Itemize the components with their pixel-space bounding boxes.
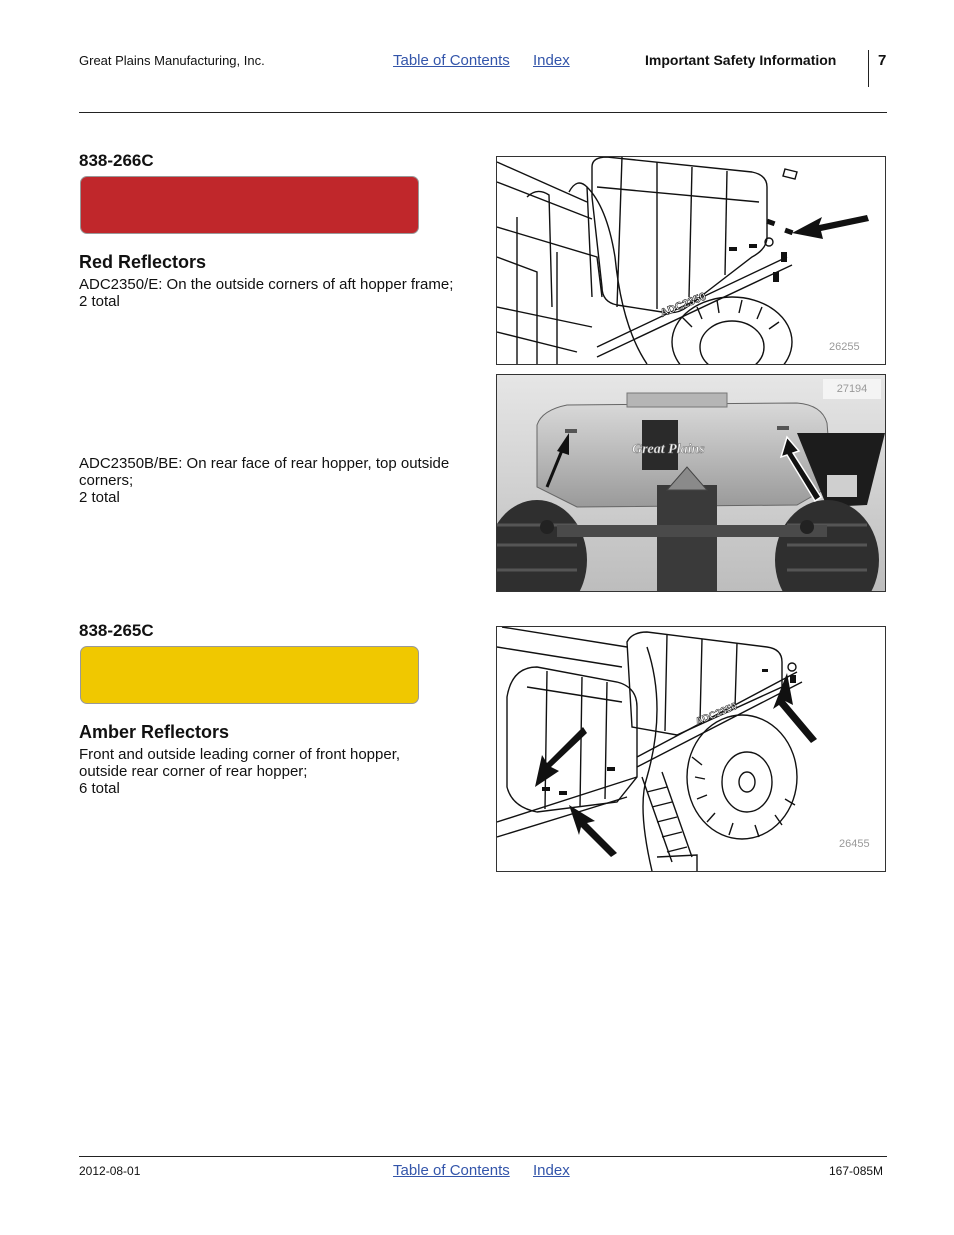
red-reflectors-heading: Red Reflectors: [79, 252, 207, 272]
fig3-number: 26455: [839, 838, 870, 850]
fig3-decal-text: ADC2350: [694, 701, 739, 728]
header-divider: [868, 50, 869, 87]
red-desc2-line1: ADC2350B/BE: On rear face of rear hopper, top outside: [79, 455, 450, 472]
aft-hopper-drawing: [497, 157, 885, 364]
fig1-number: 26255: [829, 341, 860, 353]
amber-reflectors-heading: Amber Reflectors: [79, 722, 230, 742]
red-part-number: 838-266C: [79, 151, 154, 170]
red-description-1: [79, 276, 474, 310]
red-reflector-swatch: [80, 176, 419, 234]
footer-index-link[interactable]: Index: [533, 1162, 570, 1179]
footer-rule: [79, 1156, 887, 1157]
amber-reflector-swatch: [80, 646, 419, 704]
figure-rear-hopper-photo: [496, 374, 886, 592]
fig1-decal-text: ADC2350: [658, 290, 708, 320]
footer-table-of-contents-link[interactable]: Table of Contents: [393, 1162, 510, 1179]
footer-date: 2012-08-01: [79, 1164, 141, 1178]
figure-front-hopper: [496, 626, 886, 872]
red-desc2-line2: corners;: [79, 472, 134, 489]
amber-part-number: 838-265C: [79, 621, 154, 640]
red-desc1-line1: ADC2350/E: On the outside corners of aft hopper frame;: [79, 276, 454, 293]
company-name: Great Plains Manufacturing, Inc.: [79, 53, 265, 68]
amber-desc-line2: outside rear corner of rear hopper;: [79, 763, 308, 780]
section-title: Important Safety Information: [645, 52, 837, 68]
amber-description: [79, 746, 474, 797]
rear-hopper-photo: [497, 375, 885, 591]
fig2-number: 27194: [823, 379, 881, 399]
table-of-contents-link[interactable]: Table of Contents: [393, 52, 510, 69]
amber-desc-line1: Front and outside leading corner of front hopper,: [79, 746, 401, 763]
document-number: 167-085M: [829, 1164, 884, 1178]
svg-text:Great Plains: Great Plains: [632, 442, 705, 457]
red-desc2-line3: 2 total: [79, 489, 120, 506]
page-number: 7: [878, 52, 887, 69]
header-rule: [79, 112, 887, 113]
red-description-2: [79, 455, 474, 506]
front-hopper-drawing: [497, 627, 885, 871]
amber-desc-line3: 6 total: [79, 780, 120, 797]
red-desc1-line2: 2 total: [79, 293, 120, 310]
index-link[interactable]: Index: [533, 52, 570, 69]
figure-aft-hopper: [496, 156, 886, 365]
